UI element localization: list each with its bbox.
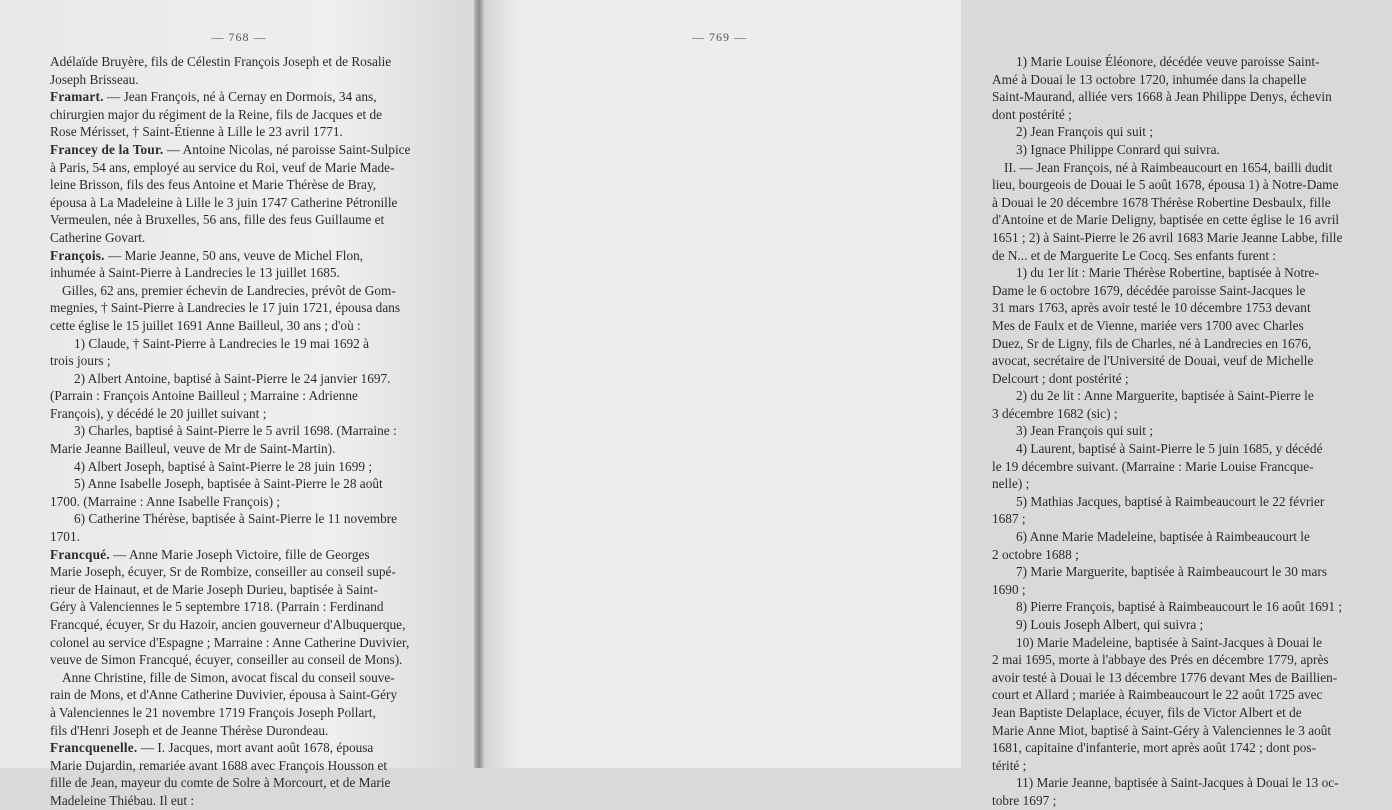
page-number-left: — 768 — [211, 30, 267, 44]
text-line: Marie Joseph, écuyer, Sr de Rombize, conseiller au conseil supé- [50, 564, 396, 580]
left-text-column [50, 53, 445, 810]
text-line: II. — Jean François, né à Raimbeaucourt en 1654, bailli dudit [1004, 159, 1333, 175]
text-line: court et Allard ; mariée à Raimbeaucourt le 22 août 1725 avec [992, 687, 1323, 703]
text-line: Francqué, écuyer, Sr du Hazoir, ancien gouverneur d'Albuquerque, [50, 617, 406, 632]
text-line: Delcourt ; dont postérité ; [992, 370, 1129, 386]
text-line: lieu, bourgeois de Douai le 5 août 1678, épousa 1) à Notre-Dame [992, 177, 1339, 193]
text-line: Framart. — Jean François, né à Cernay en Dormois, 34 ans, [50, 89, 377, 105]
text-line: François), y décédé le 20 juillet suivant ; [50, 405, 267, 421]
text-line: Duez, Sr de Ligny, fils de Charles, né à Landrecies en 1676, [992, 335, 1312, 351]
right-text-column [992, 53, 1392, 810]
text-line: avoir testé à Douai le 13 décembre 1776 devant Mes de Baillien- [992, 669, 1338, 685]
text-line: rieur de Hainaut, et de Marie Joseph Durieu, baptisée à Saint- [50, 581, 378, 597]
text-line: Marie Jeanne Bailleul, veuve de Mr de Saint-Martin). [50, 441, 336, 457]
text-line: 1701. [50, 529, 80, 545]
text-line: 8) Pierre François, baptisé à Raimbeaucourt le 16 août 1691 ; [1016, 599, 1343, 615]
text-line: veuve de Simon Francqué, écuyer, conseiller au conseil de Mons). [50, 652, 403, 668]
text-line: Rose Mérisset, † Saint-Étienne à Lille le 23 avril 1771. [50, 124, 343, 140]
text-line: 1) Marie Louise Éléonore, décédée veuve paroisse Saint- [1016, 54, 1320, 69]
text-line: 5) Anne Isabelle Joseph, baptisée à Saint-Pierre le 28 août [74, 476, 383, 492]
text-line: 2) Albert Antoine, baptisé à Saint-Pierre le 24 janvier 1697. [74, 370, 391, 386]
text-line: épousa à La Madeleine à Lille le 3 juin 1747 Catherine Pétronille [50, 194, 398, 210]
text-line: Vermeulen, née à Bruxelles, 56 ans, fille des feus Guillaume et [50, 212, 385, 228]
text-line: 11) Marie Jeanne, baptisée à Saint-Jacques à Douai le 13 oc- [1016, 775, 1339, 791]
text-line: trois jours ; [50, 353, 111, 369]
text-line: à Douai le 20 décembre 1678 Thérèse Robertine Desbaulx, fille [992, 194, 1331, 210]
text-line: Marie Dujardin, remariée avant 1688 avec François Housson et [50, 757, 388, 773]
text-line: 2 mai 1695, morte à l'abbaye des Prés en décembre 1779, après [992, 652, 1329, 668]
text-line: Francquenelle. — I. Jacques, mort avant août 1678, épousa [50, 740, 374, 756]
text-line: 2 octobre 1688 ; [992, 546, 1079, 562]
text-line: Jean Baptiste Delaplace, écuyer, fils de Victor Albert et de [992, 704, 1302, 720]
text-line: 2) du 2e lit : Anne Marguerite, baptisée à Saint-Pierre le [1016, 388, 1314, 404]
text-line: le 19 décembre suivant. (Marraine : Marie Louise Francque- [992, 458, 1314, 474]
text-line: Géry à Valenciennes le 5 septembre 1718. (Parrain : Ferdinand [50, 599, 384, 615]
book-gutter [474, 0, 484, 768]
text-line: dont postérité ; [992, 106, 1072, 122]
text-line: avocat, secrétaire de l'Université de Douai, veuf de Michelle [992, 353, 1314, 369]
text-line: cette église le 15 juillet 1691 Anne Bailleul, 30 ans ; d'où : [50, 317, 361, 333]
text-line: 3 décembre 1682 (sic) ; [992, 405, 1118, 421]
text-line: rain de Mons, et d'Anne Catherine Duvivier, épousa à Saint-Géry [50, 687, 398, 703]
text-line: Gilles, 62 ans, premier échevin de Landrecies, prévôt de Gom- [62, 282, 396, 298]
text-line: Adélaïde Bruyère, fils de Célestin François Joseph et de Rosalie [50, 54, 392, 69]
text-line: Amé à Douai le 13 octobre 1720, inhumée dans la chapelle [992, 71, 1307, 87]
text-line: François. — Marie Jeanne, 50 ans, veuve de Michel Flon, [50, 247, 364, 263]
text-line: 3) Ignace Philippe Conrard qui suivra. [1016, 141, 1220, 157]
left-page [0, 0, 478, 808]
text-line: (Parrain : François Antoine Bailleul ; Marraine : Adrienne [50, 388, 358, 404]
text-line: 3) Charles, baptisé à Saint-Pierre le 5 avril 1698. (Marraine : [74, 423, 397, 439]
text-line: 31 mars 1763, après avoir testé le 10 décembre 1753 devant [992, 300, 1311, 316]
text-line: Mes de Faulx et de Vienne, mariée vers 1700 avec Charles [992, 317, 1304, 333]
text-line: d'Antoine et de Marie Deligny, baptisée en cette église le 16 avril [992, 212, 1340, 228]
text-line: 2) Jean François qui suit ; [1016, 124, 1154, 140]
text-line: megnies, † Saint-Pierre à Landrecies le 17 juin 1721, épousa dans [50, 300, 401, 316]
text-line: 4) Laurent, baptisé à Saint-Pierre le 5 juin 1685, y décédé [1016, 441, 1323, 457]
text-line: 1687 ; [992, 511, 1026, 527]
text-line: 1681, capitaine d'infanterie, mort après août 1742 ; dont pos- [992, 740, 1317, 756]
text-line: de N... et de Marguerite Le Cocq. Ses enfants furent : [992, 247, 1277, 263]
text-line: 1651 ; 2) à Saint-Pierre le 26 avril 1683 Marie Jeanne Labbe, fille [992, 229, 1343, 245]
text-line: 1) du 1er lit : Marie Thérèse Robertine, baptisée à Notre- [1016, 265, 1319, 281]
text-line: Madeleine Thiébau. Il eut : [50, 792, 195, 808]
text-line: Joseph Brisseau. [50, 71, 139, 87]
text-line: à Paris, 54 ans, employé au service du Roi, veuf de Marie Made- [50, 159, 395, 175]
text-line: Francey de la Tour. — Antoine Nicolas, né paroisse Saint-Sulpice [50, 141, 411, 157]
text-line: tobre 1697 ; [992, 792, 1057, 808]
page-number-right: — 769 — [692, 30, 747, 44]
text-line: fils d'Henri Joseph et de Jeanne Thérèse Durondeau. [50, 722, 329, 738]
text-line: fille de Jean, mayeur du comte de Solre à Morcourt, et de Marie [50, 775, 391, 791]
text-line: 10) Marie Madeleine, baptisée à Saint-Jacques à Douai le [1016, 634, 1323, 650]
text-line: térité ; [992, 757, 1027, 773]
text-line: 1) Claude, † Saint-Pierre à Landrecies le 19 mai 1692 à [74, 335, 370, 351]
text-line: leine Brisson, fils des feus Antoine et Marie Thérèse de Bray, [50, 177, 377, 193]
text-line: 6) Anne Marie Madeleine, baptisée à Raimbeaucourt le [1016, 529, 1310, 545]
text-line: Anne Christine, fille de Simon, avocat fiscal du conseil souve- [62, 669, 395, 685]
text-line: 6) Catherine Thérèse, baptisée à Saint-Pierre le 11 novembre [74, 511, 398, 527]
text-line: colonel au service d'Espagne ; Marraine : Anne Catherine Duvivier, [50, 634, 410, 650]
text-line: inhumée à Saint-Pierre à Landrecies le 13 juillet 1685. [50, 265, 340, 281]
text-line: nelle) ; [992, 476, 1030, 492]
text-line: 1700. (Marraine : Anne Isabelle François) ; [50, 493, 281, 509]
text-line: 3) Jean François qui suit ; [1016, 423, 1154, 439]
text-line: Francqué. — Anne Marie Joseph Victoire, fille de Georges [50, 546, 370, 562]
text-line: 1690 ; [992, 581, 1026, 597]
text-line: 9) Louis Joseph Albert, qui suivra ; [1016, 617, 1204, 632]
text-line: Dame le 6 octobre 1679, décédée paroisse Saint-Jacques le [992, 282, 1306, 298]
text-line: Catherine Govart. [50, 229, 146, 245]
text-line: chirurgien major du régiment de la Reine, fils de Jacques et de [50, 106, 383, 122]
text-line: Marie Anne Miot, baptisé à Saint-Géry à Valenciennes le 3 août [992, 722, 1332, 738]
text-line: 4) Albert Joseph, baptisé à Saint-Pierre le 28 juin 1699 ; [74, 458, 373, 474]
text-line: 7) Marie Marguerite, baptisée à Raimbeaucourt le 30 mars [1016, 564, 1328, 580]
text-line: 5) Mathias Jacques, baptisé à Raimbeaucourt le 22 février [1016, 493, 1325, 509]
text-line: Saint-Maurand, alliée vers 1668 à Jean Philippe Denys, échevin [992, 89, 1332, 105]
text-line: à Valenciennes le 21 novembre 1719 François Joseph Pollart, [50, 704, 376, 720]
right-page [478, 0, 1343, 808]
